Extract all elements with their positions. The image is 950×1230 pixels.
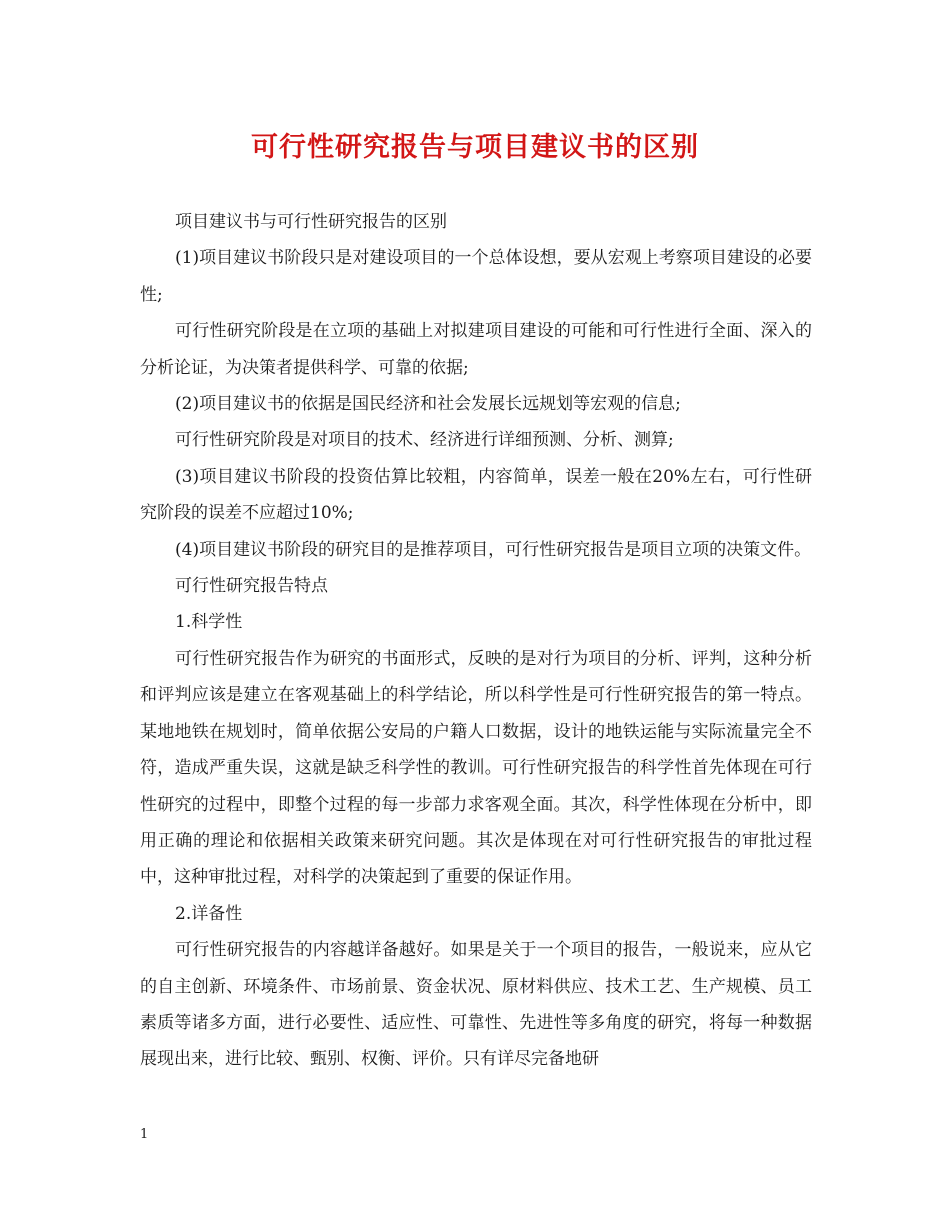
- paragraph: (4)项目建议书阶段的研究目的是推荐项目，可行性研究报告是项目立项的决策文件。: [175, 539, 812, 560]
- section-heading: 可行性研究报告特点: [175, 576, 328, 597]
- subsection-heading: 1.科学性: [175, 612, 243, 633]
- paragraph: 可行性研究报告作为研究的书面形式，反映的是对行为项目的分析、评判，这种分析和评判应该是建立在客观基础上的科学结论，所以科学性是可行性研究报告的第一特点。某地地铁在规划时，简单依据公安局的户籍人口数据，设计的地铁运能与实际流量完全不符，造成严重失误，这就是缺乏科学性的教训。可行性研究报告的科学性首先体现在可行性研究的过程中，即整个过程的每一步部力求客观全面。其次，科学性体现在分析中，即用正确的理论和依据相关政策来研究问题。其次是体现在对可行性研究报告的审批过程中，这种审批过程，对科学的决策起到了重要的保证作用。: [140, 648, 812, 888]
- paragraph: 可行性研究阶段是在立项的基础上对拟建项目建设的可能和可行性进行全面、深入的分析论证，为决策者提供科学、可靠的依据;: [140, 321, 812, 378]
- paragraph: (3)项目建议书阶段的投资估算比较粗，内容简单，误差一般在20%左右，可行性研究阶段的误差不应超过10%;: [140, 466, 812, 524]
- paragraph: 可行性研究阶段是对项目的技术、经济进行详细预测、分析、测算;: [175, 430, 674, 451]
- paragraph: (2)项目建议书的依据是国民经济和社会发展长远规划等宏观的信息;: [175, 394, 681, 415]
- section-heading: 项目建议书与可行性研究报告的区别: [175, 212, 447, 232]
- page-number: 1: [140, 1127, 149, 1142]
- paragraph: (1)项目建议书阶段只是对建设项目的一个总体设想，要从宏观上考察项目建设的必要性;: [140, 248, 812, 305]
- document-body: [140, 204, 812, 1078]
- document-title: 可行性研究报告与项目建议书的区别: [251, 132, 699, 163]
- subsection-heading: 2.详备性: [175, 903, 243, 924]
- paragraph: 可行性研究报告的内容越详备越好。如果是关于一个项目的报告，一般说来，应从它的自主创新、环境条件、市场前景、资金状况、原材料供应、技术工艺、生产规模、员工素质等诸多方面，进行必要性、适应性、可靠性、先进性等多角度的研究，将每一种数据展现出来，进行比较、甄别、权衡、评价。只有详尽完备地研: [140, 940, 812, 1070]
